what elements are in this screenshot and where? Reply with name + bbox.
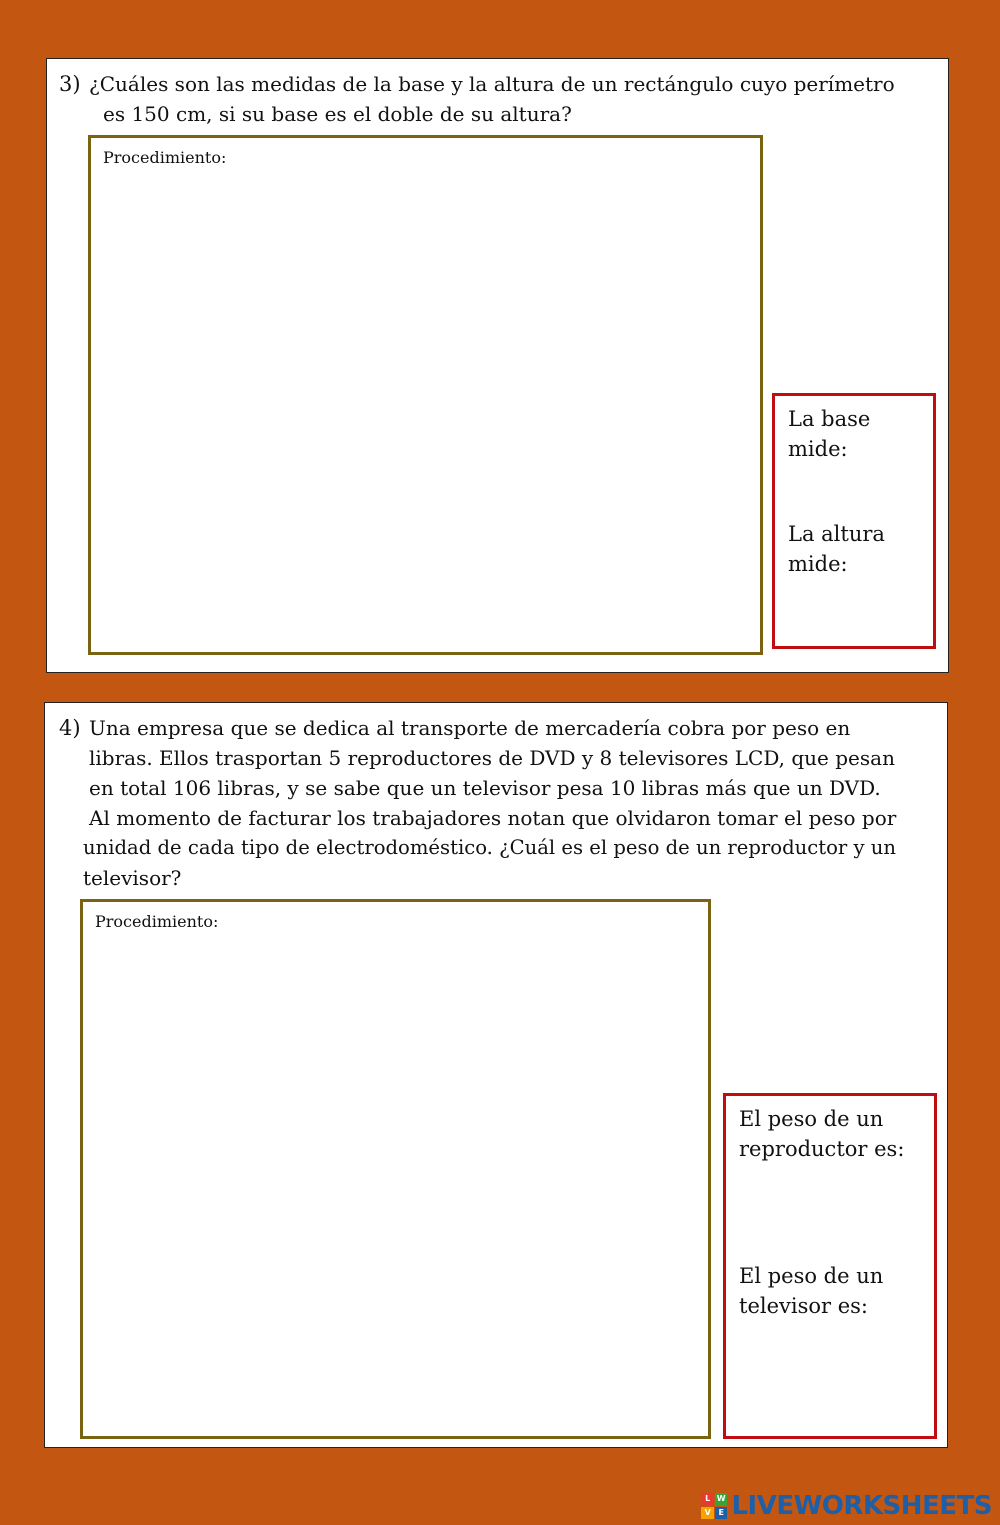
procedure-label: Procedimiento: xyxy=(95,912,219,931)
logo-icon-letter: E xyxy=(715,1507,728,1520)
question-4-number: 4) xyxy=(59,716,81,740)
player-weight-label-line-1: El peso de un xyxy=(739,1107,884,1131)
base-label-line-1: La base xyxy=(788,407,871,431)
height-label-line-2: mide: xyxy=(788,552,848,576)
logo-icon-letter: W xyxy=(715,1493,728,1506)
tv-weight-label-line-2: televisor es: xyxy=(739,1294,869,1318)
question-3-card xyxy=(46,58,949,673)
liveworksheets-logo-text: LIVEWORKSHEETS xyxy=(731,1491,992,1521)
player-weight-label-line-2: reproductor es: xyxy=(739,1137,905,1161)
question-3-answer-box[interactable] xyxy=(772,393,936,649)
question-4-text-line-4: Al momento de facturar los trabajadores notan que olvidaron tomar el peso por xyxy=(89,806,897,830)
logo-icon-letter: V xyxy=(701,1507,714,1520)
procedure-label: Procedimiento: xyxy=(103,148,227,167)
liveworksheets-logo-icon xyxy=(701,1493,727,1519)
liveworksheets-logo xyxy=(701,1489,992,1523)
question-3-number: 3) xyxy=(59,72,81,96)
question-4-text-line-2: libras. Ellos trasportan 5 reproductores de DVD y 8 televisores LCD, que pesan xyxy=(89,746,895,770)
logo-icon-letter: L xyxy=(701,1493,714,1506)
question-4-procedure-box[interactable] xyxy=(80,899,711,1439)
tv-weight-label-line-1: El peso de un xyxy=(739,1264,884,1288)
question-4-text-line-3: en total 106 libras, y se sabe que un televisor pesa 10 libras más que un DVD. xyxy=(89,776,881,800)
question-3-text-line-2: es 150 cm, si su base es el doble de su altura? xyxy=(103,102,572,126)
question-4-text-line-6: televisor? xyxy=(83,866,182,890)
question-4-text-line-5: unidad de cada tipo de electrodoméstico. ¿Cuál es el peso de un reproductor y un xyxy=(83,836,897,859)
height-label-line-1: La altura xyxy=(788,522,885,546)
question-3-text-line-1: ¿Cuáles son las medidas de la base y la altura de un rectángulo cuyo perímetro xyxy=(89,72,895,96)
question-3-procedure-box[interactable] xyxy=(88,135,763,655)
question-4-text-line-1: Una empresa que se dedica al transporte de mercadería cobra por peso en xyxy=(89,716,851,740)
base-label-line-2: mide: xyxy=(788,437,848,461)
question-4-answer-box[interactable] xyxy=(723,1093,937,1439)
question-4-card xyxy=(44,702,948,1448)
